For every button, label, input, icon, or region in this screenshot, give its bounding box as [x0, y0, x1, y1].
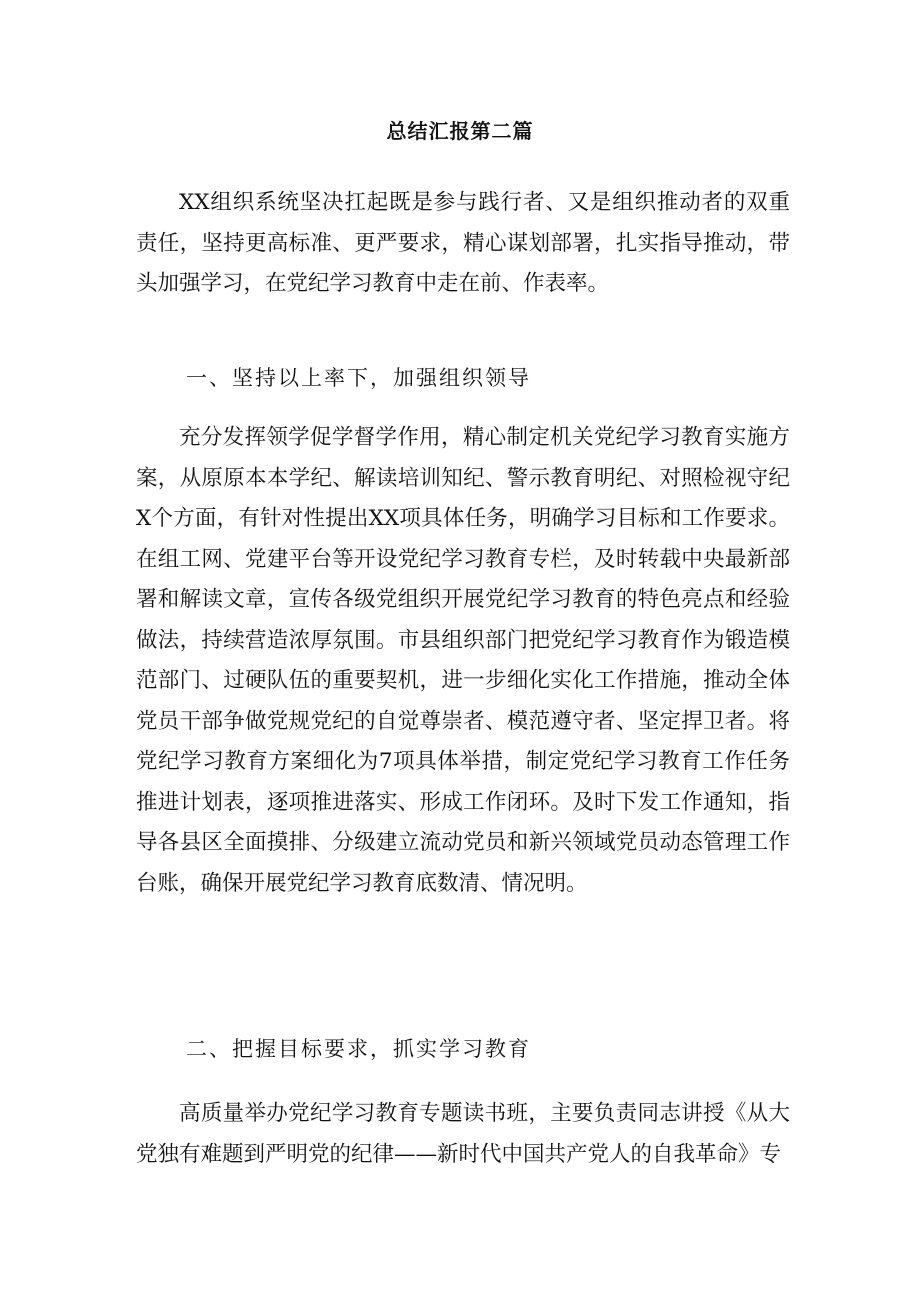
- section-body-2: 高质量举办党纪学习教育专题读书班，主要负责同志讲授《从大党独有难题到严明党的纪律——新时代中国共产党人的自我革命》专: [136, 1101, 790, 1167]
- section-heading-2: 二、把握目标要求，抓实学习教育: [186, 1037, 531, 1061]
- document-title: 总结汇报第二篇: [386, 119, 534, 143]
- section-heading-1: 一、坚持以上率下，加强组织领导: [186, 366, 531, 390]
- section-body-1: 充分发挥领学促学督学作用，精心制定机关党纪学习教育实施方案，从原原本本学纪、解读培训知纪、警示教育明纪、对照检视守纪X个方面，有针对性提出XX项具体任务，明确学习目标和工作要求。在组工网、党建平台等开设党纪学习教育专栏，及时转载中央最新部署和解读文章，宣传各级党组织开展党纪学习教育的特色亮点和经验做法，持续营造浓厚氛围。市县组织部门把党纪学习教育作为锻造模范部门、过硬队伍的重要契机，进一步细化实化工作措施，推动全体党员干部争做党规党纪的自觉尊崇者、模范遵守者、坚定捍卫者。将党纪学习教育方案细化为7项具体举措，制定党纪学习教育工作任务推进计划表，逐项推进落实、形成工作闭环。及时下发工作通知，指导各县区全面摸排、分级建立流动党员和新兴领域党员动态管理工作台账，确保开展党纪学习教育底数清、情况明。: [136, 425, 790, 896]
- intro-paragraph: XX组织系统坚决扛起既是参与践行者、又是组织推动者的双重责任，坚持更高标准、更严要求，精心谋划部署，扎实指导推动，带头加强学习，在党纪学习教育中走在前、作表率。: [136, 190, 790, 296]
